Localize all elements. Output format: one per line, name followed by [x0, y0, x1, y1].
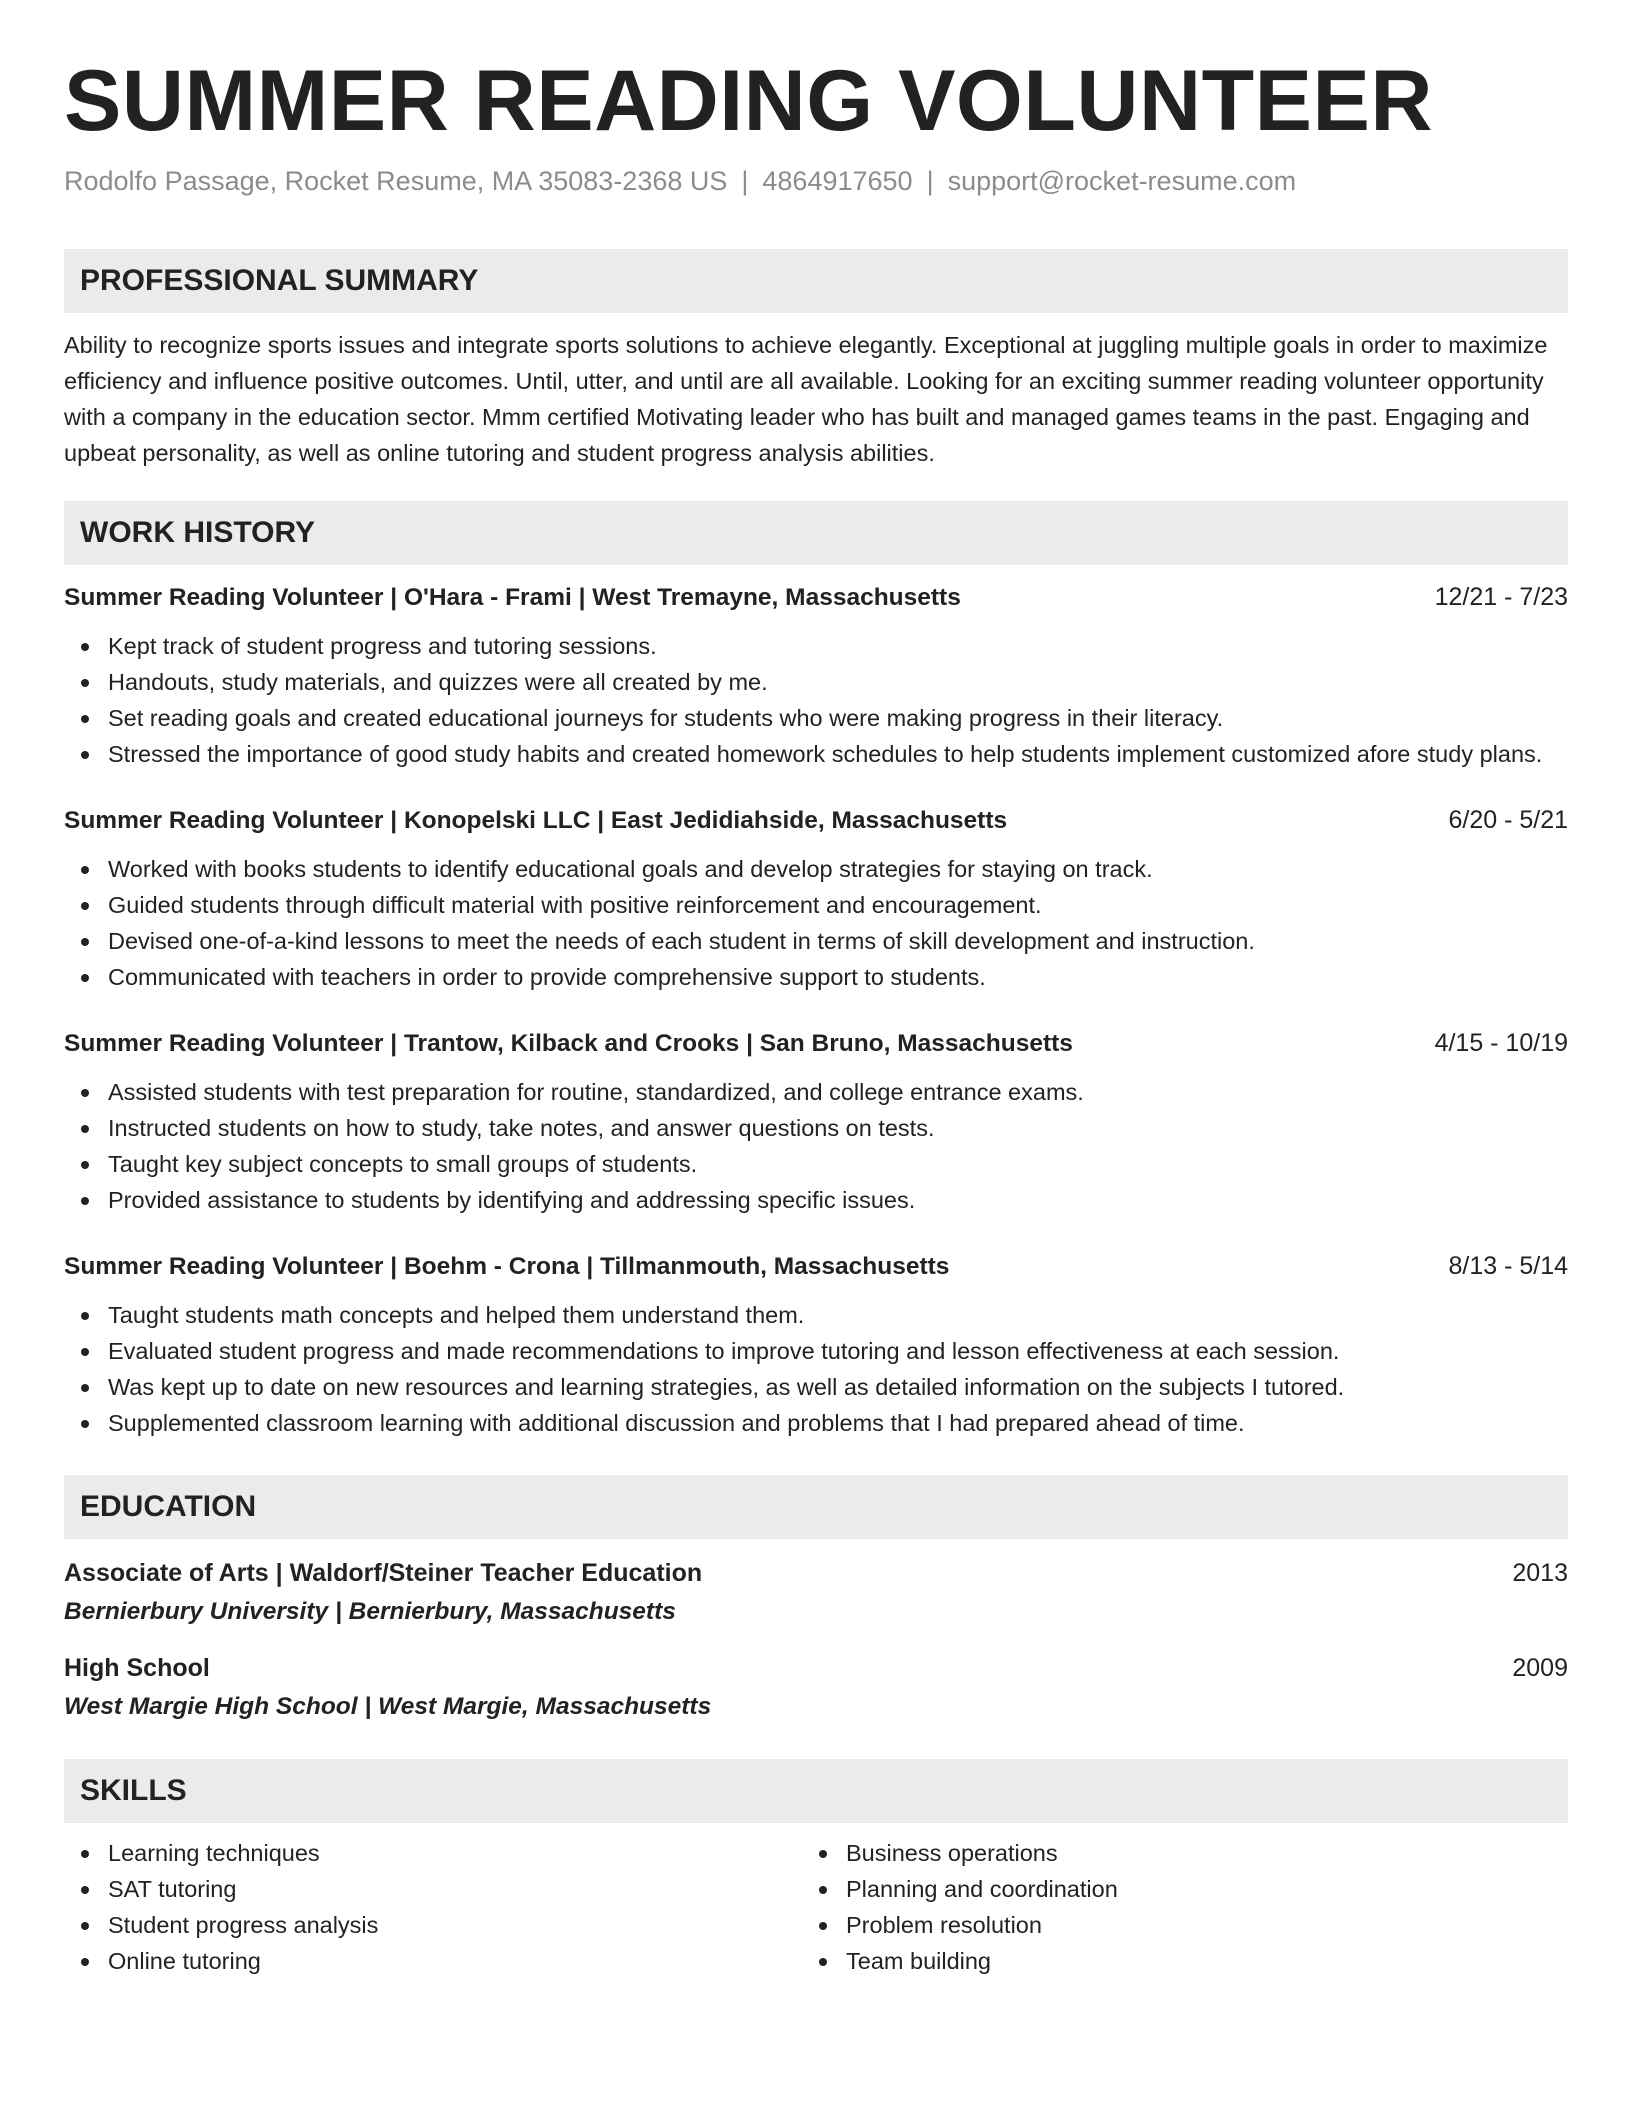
skill-item: Business operations [802, 1835, 1118, 1871]
education-school: Bernierbury University | Bernierbury, Massachusetts [64, 1598, 676, 1625]
job-title: Summer Reading Volunteer | Konopelski LLC | East Jedidiahside, Massachusetts [64, 807, 1008, 834]
job-bullet: Taught key subject concepts to small groups of students. [64, 1146, 1568, 1182]
education-school: West Margie High School | West Margie, Massachusetts [64, 1693, 712, 1720]
job-title: Summer Reading Volunteer | O'Hara - Frami | West Tremayne, Massachusetts [64, 584, 961, 611]
job-entry [64, 583, 1568, 772]
skill-item: Learning techniques [64, 1835, 802, 1871]
education-section-header: EDUCATION [64, 1475, 1568, 1539]
job-bullet: Supplemented classroom learning with additional discussion and problems that I had prepared ahead of time. [64, 1405, 1568, 1441]
contact-phone: 4864917650 [762, 166, 913, 196]
skill-item: Problem resolution [802, 1907, 1118, 1943]
job-bullet: Was kept up to date on new resources and learning strategies, as well as detailed information on the subjects I tutored. [64, 1369, 1568, 1405]
education-entry [64, 1559, 1568, 1626]
job-bullet: Set reading goals and created educational journeys for students who were making progress in their literacy. [64, 700, 1568, 736]
resume-name: SUMMER READING VOLUNTEER [64, 53, 1433, 149]
summary-section-header: PROFESSIONAL SUMMARY [64, 249, 1568, 313]
job-bullets [64, 628, 1568, 772]
skills-list [64, 1835, 1568, 1979]
job-bullet: Taught students math concepts and helped them understand them. [64, 1297, 1568, 1333]
skill-item: Planning and coordination [802, 1871, 1118, 1907]
job-dates: 8/13 - 5/14 [1448, 1252, 1568, 1280]
job-bullet: Instructed students on how to study, take notes, and answer questions on tests. [64, 1110, 1568, 1146]
job-bullet: Assisted students with test preparation for routine, standardized, and college entrance exams. [64, 1074, 1568, 1110]
job-bullet: Provided assistance to students by identifying and addressing specific issues. [64, 1182, 1568, 1218]
job-dates: 12/21 - 7/23 [1434, 583, 1568, 611]
job-entry [64, 806, 1568, 995]
job-bullets [64, 1297, 1568, 1441]
skills-column-left [64, 1835, 802, 1979]
job-entry [64, 1029, 1568, 1218]
job-bullet: Handouts, study materials, and quizzes were all created by me. [64, 664, 1568, 700]
work-history-section-header: WORK HISTORY [64, 501, 1568, 565]
contact-separator: | [926, 166, 934, 196]
contact-address: Rodolfo Passage, Rocket Resume, MA 35083-2368 US [64, 166, 728, 196]
job-bullets [64, 851, 1568, 995]
summary-text: Ability to recognize sports issues and integrate sports solutions to achieve elegantly. Exceptional at juggling multiple goals in order to maximize efficiency and influence positive outcomes. Until, utter, and until are all available. Looking for an exciting summer reading volunteer opportunity with a company in the education sector. Mmm certified Motivating leader who has built and managed games teams in the past. Engaging and upbeat personality, as well as online tutoring and student progress analysis abilities. [64, 332, 1548, 466]
education-year: 2013 [1512, 1559, 1568, 1587]
contact-separator: | [741, 166, 749, 196]
job-bullet: Evaluated student progress and made recommendations to improve tutoring and lesson effectiveness at each session. [64, 1333, 1568, 1369]
job-bullet: Communicated with teachers in order to provide comprehensive support to students. [64, 959, 1568, 995]
job-dates: 4/15 - 10/19 [1434, 1029, 1568, 1057]
job-bullets [64, 1074, 1568, 1218]
contact-email: support@rocket-resume.com [947, 166, 1297, 196]
skill-item: SAT tutoring [64, 1871, 802, 1907]
job-title: Summer Reading Volunteer | Trantow, Kilback and Crooks | San Bruno, Massachusetts [64, 1030, 1073, 1057]
job-bullet: Worked with books students to identify educational goals and develop strategies for staying on track. [64, 851, 1568, 887]
job-bullet: Devised one-of-a-kind lessons to meet the needs of each student in terms of skill development and instruction. [64, 923, 1568, 959]
education-degree: High School [64, 1654, 210, 1682]
skills-section-header: SKILLS [64, 1759, 1568, 1823]
skills-column-right [802, 1835, 1118, 1979]
job-title: Summer Reading Volunteer | Boehm - Crona | Tillmanmouth, Massachusetts [64, 1253, 950, 1280]
skill-item: Online tutoring [64, 1943, 802, 1979]
skill-item: Team building [802, 1943, 1118, 1979]
job-bullet: Stressed the importance of good study habits and created homework schedules to help students implement customized afore study plans. [64, 736, 1568, 772]
contact-line [64, 166, 1568, 197]
job-entry [64, 1252, 1568, 1441]
job-bullet: Kept track of student progress and tutoring sessions. [64, 628, 1568, 664]
education-entry [64, 1654, 1568, 1721]
education-year: 2009 [1512, 1654, 1568, 1682]
job-dates: 6/20 - 5/21 [1448, 806, 1568, 834]
education-degree: Associate of Arts | Waldorf/Steiner Teacher Education [64, 1559, 703, 1587]
skill-item: Student progress analysis [64, 1907, 802, 1943]
job-bullet: Guided students through difficult material with positive reinforcement and encouragement. [64, 887, 1568, 923]
